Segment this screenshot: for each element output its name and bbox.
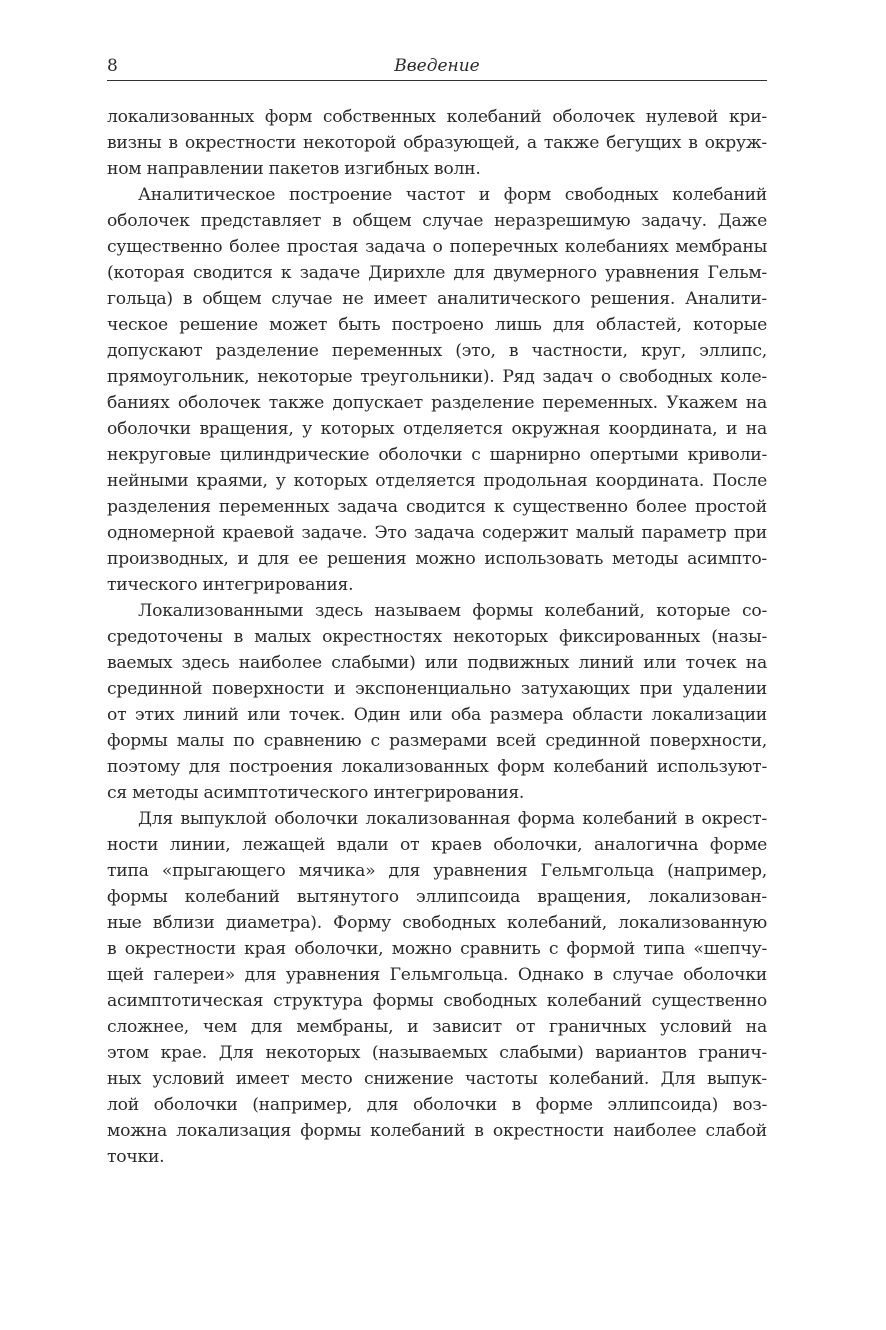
text-line: ные вблизи диаметра). Форму свободных колебаний, локализованную	[107, 913, 767, 933]
text-line: оболочки вращения, у которых отделяется окружная координата, и на	[107, 419, 767, 439]
text-line: одномерной краевой задаче. Это задача содержит малый параметр при	[107, 523, 767, 543]
text-line: поэтому для построения локализованных форм колебаний используют-	[107, 757, 767, 777]
text-line: Аналитическое построение частот и форм свободных колебаний	[138, 185, 767, 205]
text-line: типа «прыгающего мячика» для уравнения Гельмгольца (например,	[107, 861, 767, 881]
text-line: разделения переменных задача сводится к существенно более простой	[107, 497, 767, 517]
running-title: Введение	[394, 56, 480, 76]
text-line: формы колебаний вытянутого эллипсоида вращения, локализован-	[107, 887, 767, 907]
text-line: баниях оболочек также допускает разделение переменных. Укажем на	[107, 393, 767, 413]
text-line: этом крае. Для некоторых (называемых слабыми) вариантов гранич-	[107, 1043, 767, 1063]
text-line: от этих линий или точек. Один или оба размера области локализации	[107, 705, 767, 725]
text-line: ческое решение может быть построено лишь для областей, которые	[107, 315, 767, 335]
text-line: лой оболочки (например, для оболочки в форме эллипсоида) воз-	[107, 1095, 767, 1115]
text-line: локализованных форм собственных колебаний оболочек нулевой кри-	[107, 107, 767, 127]
text-line: ности линии, лежащей вдали от краев оболочки, аналогична форме	[107, 835, 767, 855]
text-line: (которая сводится к задаче Дирихле для двумерного уравнения Гельм-	[107, 263, 767, 283]
text-line: ном направлении пакетов изгибных волн.	[107, 159, 481, 179]
text-line: ных условий имеет место снижение частоты колебаний. Для выпук-	[107, 1069, 767, 1089]
paragraph	[107, 182, 767, 598]
text-line: в окрестности края оболочки, можно сравнить с формой типа «шепчу-	[107, 939, 767, 959]
text-line: ся методы асимптотического интегрирования.	[107, 783, 525, 803]
text-line: ваемых здесь наиболее слабыми) или подвижных линий или точек на	[107, 653, 767, 673]
text-line: некруговые цилиндрические оболочки с шарнирно опертыми криволи-	[107, 445, 767, 465]
text-line: формы малы по сравнению с размерами всей срединной поверхности,	[107, 731, 767, 751]
page-number: 8	[107, 56, 118, 76]
text-line: средоточены в малых окрестностях некоторых фиксированных (назы-	[107, 627, 767, 647]
text-line: асимптотическая структура формы свободных колебаний существенно	[107, 991, 767, 1011]
text-line: визны в окрестности некоторой образующей, а также бегущих в окруж-	[107, 133, 767, 153]
text-line: Локализованными здесь называем формы колебаний, которые со-	[138, 601, 767, 621]
paragraph	[107, 806, 767, 1170]
text-line: тического интегрирования.	[107, 575, 354, 595]
paragraph	[107, 598, 767, 806]
text-line: гольца) в общем случае не имеет аналитического решения. Аналити-	[107, 289, 767, 309]
text-line: срединной поверхности и экспоненциально затухающих при удалении	[107, 679, 767, 699]
text-line: Для выпуклой оболочки локализованная форма колебаний в окрест-	[138, 809, 767, 829]
text-line: можна локализация формы колебаний в окрестности наиболее слабой	[107, 1121, 767, 1141]
paragraph	[107, 104, 767, 182]
running-header	[107, 56, 767, 81]
body-text	[107, 104, 767, 1170]
text-line: существенно более простая задача о поперечных колебаниях мембраны	[107, 237, 767, 257]
text-line: производных, и для ее решения можно использовать методы асимпто-	[107, 549, 767, 569]
text-line: допускают разделение переменных (это, в частности, круг, эллипс,	[107, 341, 767, 361]
text-line: щей галереи» для уравнения Гельмгольца. Однако в случае оболочки	[107, 965, 767, 985]
text-line: оболочек представляет в общем случае неразрешимую задачу. Даже	[107, 211, 767, 231]
text-line: точки.	[107, 1147, 165, 1167]
text-line: прямоугольник, некоторые треугольники). Ряд задач о свободных коле-	[107, 367, 767, 387]
text-line: сложнее, чем для мембраны, и зависит от граничных условий на	[107, 1017, 767, 1037]
text-line: нейными краями, у которых отделяется продольная координата. После	[107, 471, 767, 491]
